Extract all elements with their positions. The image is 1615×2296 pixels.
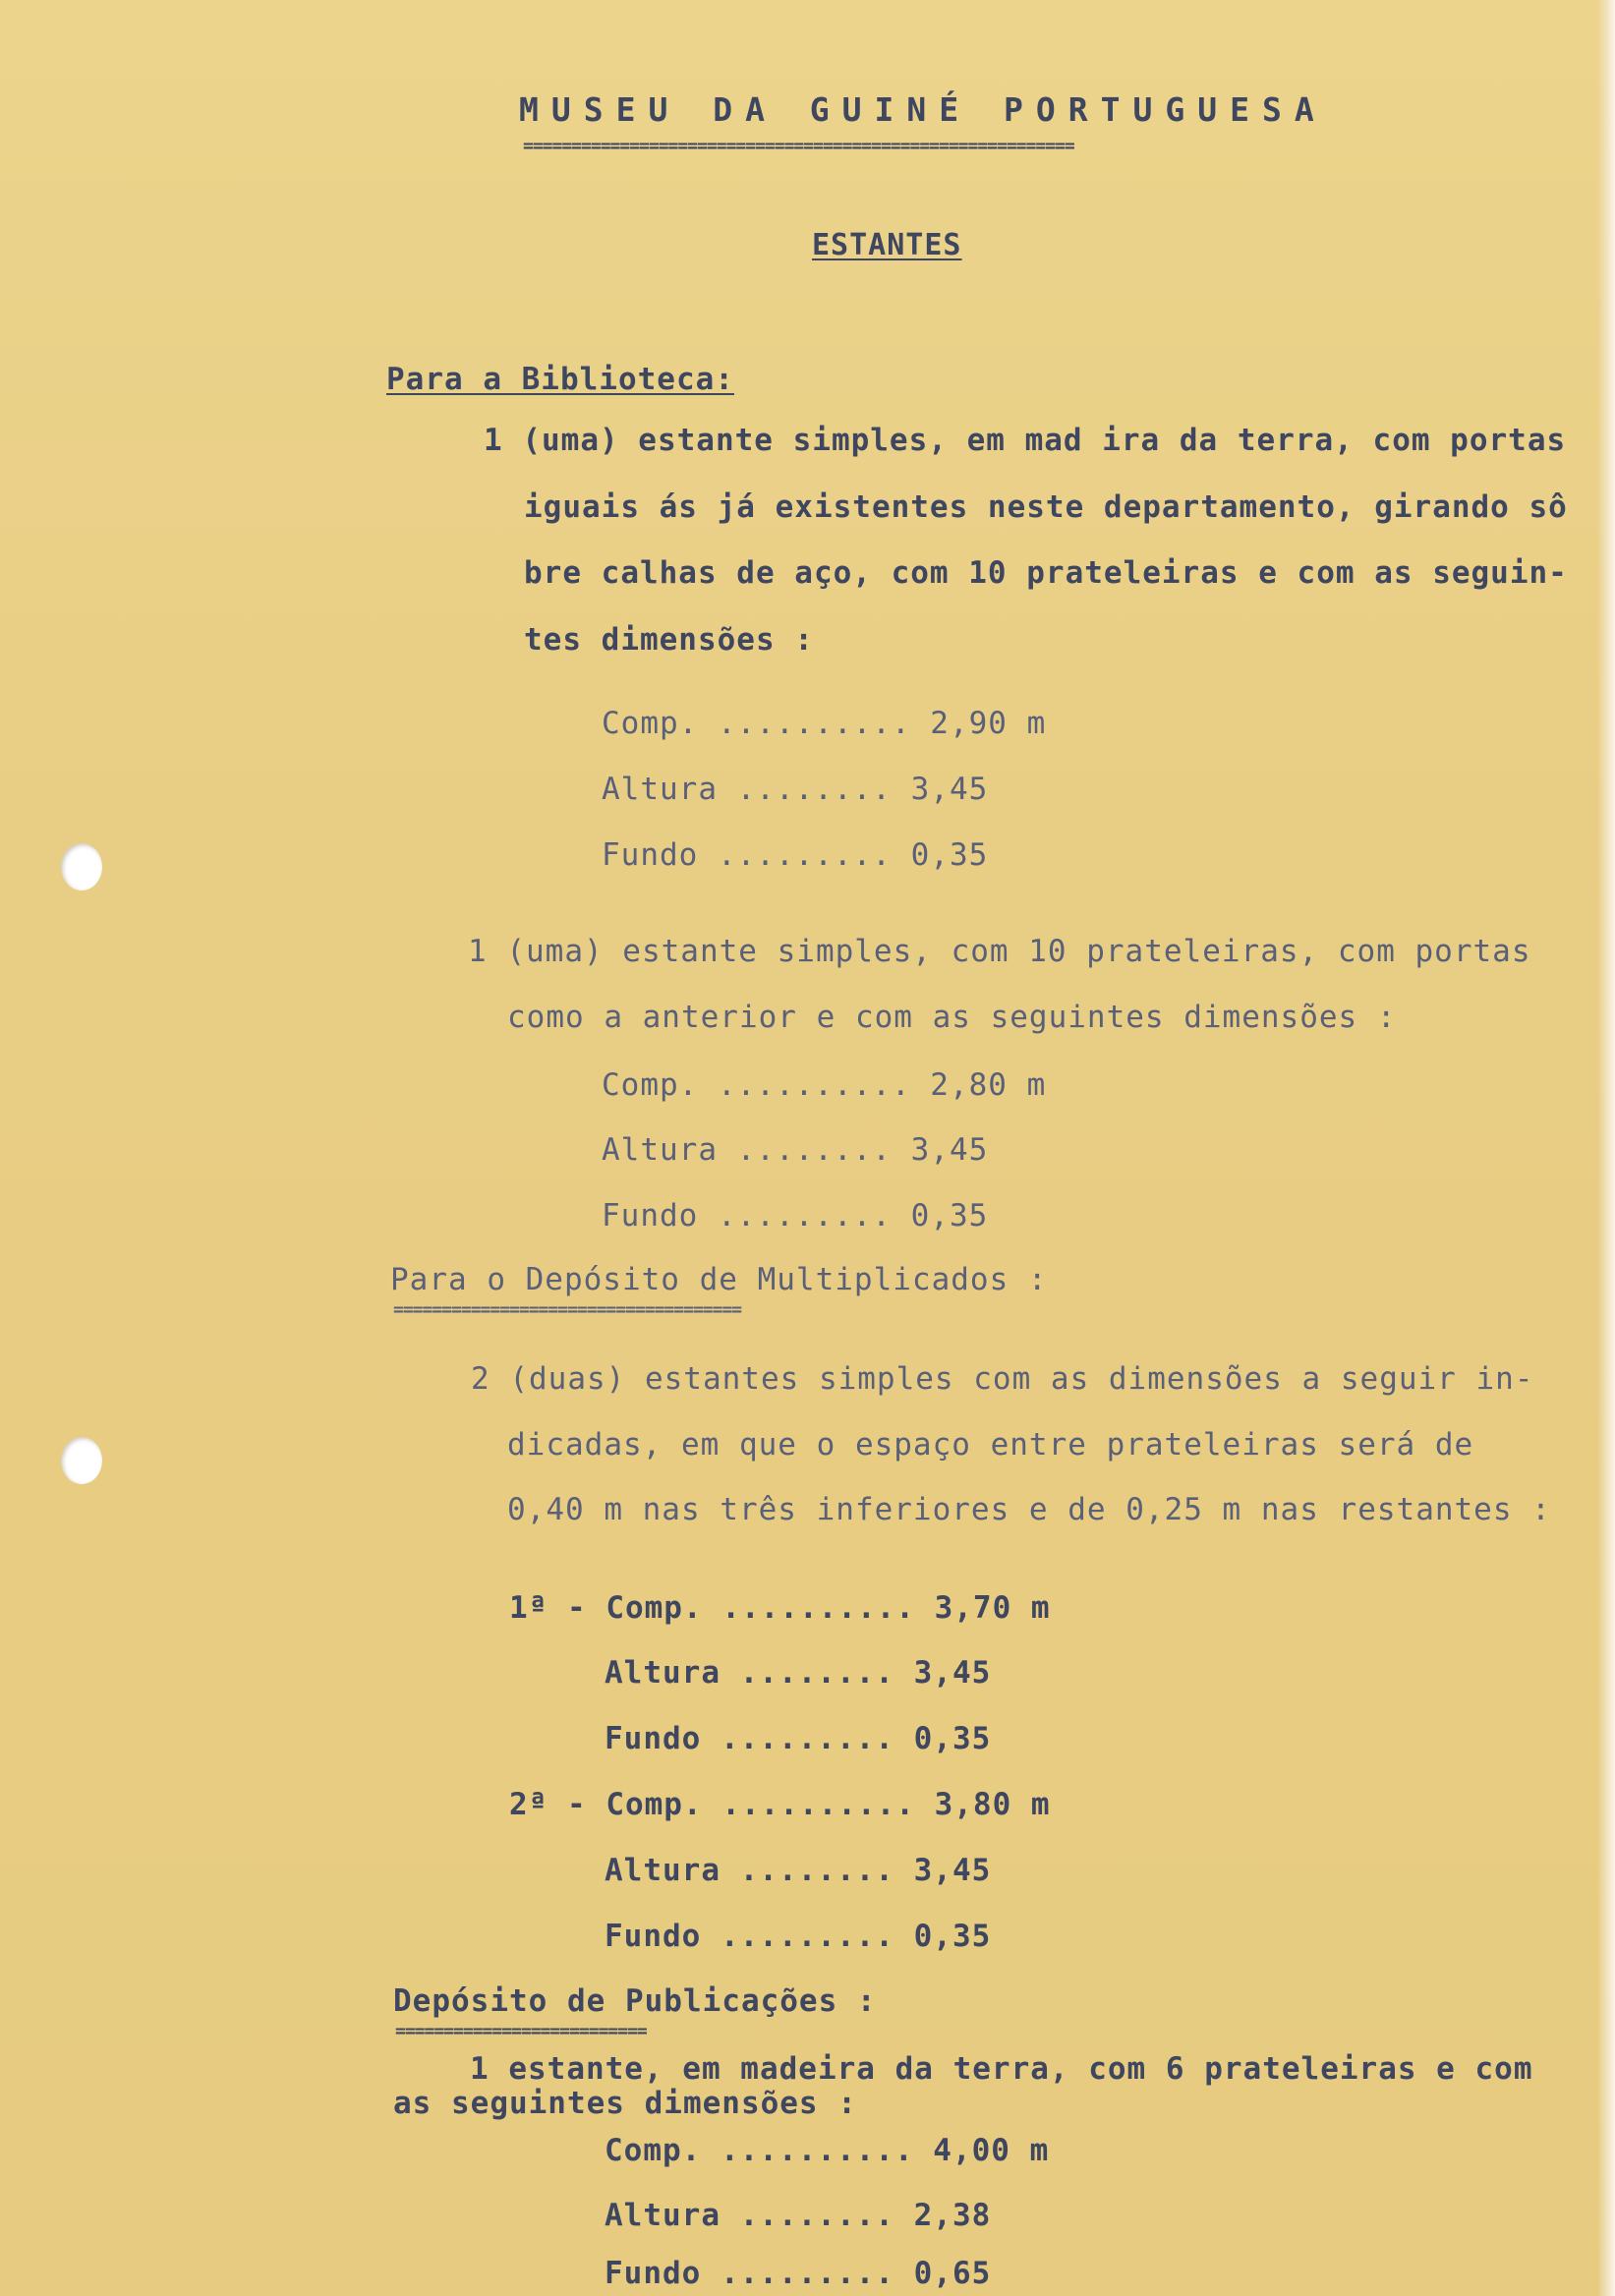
title-rule: ========================================================= [523,140,1074,153]
dimension-row: Fundo ......... 0,65 [605,2256,992,2291]
biblioteca-paragraph-line: iguais ás já existentes neste departamento, girando sô [524,489,1568,525]
multiplicados-paragraph-line: 2 (duas) estantes simples com as dimensões a seguir in- [471,1361,1534,1397]
publicacoes-paragraph-line: 1 estante, em madeira da terra, com 6 prateleiras e com [470,2051,1533,2087]
dimension-row: Altura ........ 3,45 [605,1655,992,1691]
paper-edge [1597,0,1615,2296]
punch-hole-bottom [61,1437,102,1484]
dimension-row: Altura ........ 3,45 [605,1853,992,1888]
punch-hole-top [61,843,102,890]
multiplicados-rule: ==================================== [393,1303,742,1317]
publicacoes-paragraph-line: as seguintes dimensões : [393,2086,857,2121]
biblioteca-paragraph-line: 1 (uma) estante simples, com 10 prateleiras, com portas [468,934,1531,969]
dimension-row: 1ª - Comp. .......... 3,70 m [509,1590,1051,1626]
biblioteca-paragraph-line: bre calhas de aço, com 10 prateleiras e com as seguin- [524,555,1568,591]
dimension-row: Fundo ......... 0,35 [602,837,989,873]
dimension-row: Fundo ......... 0,35 [605,1919,992,1954]
biblioteca-heading: Para a Biblioteca: [386,362,734,397]
publicacoes-heading: Depósito de Publicações : [393,1983,877,2019]
publicacoes-rule: ========================== [395,2025,647,2038]
biblioteca-paragraph-line: como a anterior e com as seguintes dimensões : [507,1000,1397,1035]
dimension-row: Comp. .......... 2,80 m [602,1067,1047,1103]
biblioteca-paragraph-line: tes dimensões : [524,622,814,658]
section-subtitle: ESTANTES [812,228,962,262]
dimension-row: Altura ........ 3,45 [602,1132,989,1168]
multiplicados-heading: Para o Depósito de Multiplicados : [390,1262,1048,1297]
multiplicados-paragraph-line: dicadas, em que o espaço entre prateleiras será de [507,1427,1474,1463]
dimension-row: 2ª - Comp. .......... 3,80 m [509,1787,1051,1822]
multiplicados-paragraph-line: 0,40 m nas três inferiores e de 0,25 m nas restantes : [507,1492,1551,1527]
dimension-row: Altura ........ 2,38 [605,2198,992,2233]
dimension-row: Fundo ......... 0,35 [602,1198,989,1234]
dimension-row: Altura ........ 3,45 [602,772,989,807]
museum-title: MUSEU DA GUINÉ PORTUGUESA [519,90,1327,129]
biblioteca-paragraph-line: 1 (uma) estante simples, em mad ira da terra, com portas [484,423,1567,458]
dimension-row: Comp. .......... 2,90 m [602,706,1047,741]
dimension-row: Fundo ......... 0,35 [605,1721,992,1756]
dimension-row: Comp. .......... 4,00 m [605,2133,1050,2168]
